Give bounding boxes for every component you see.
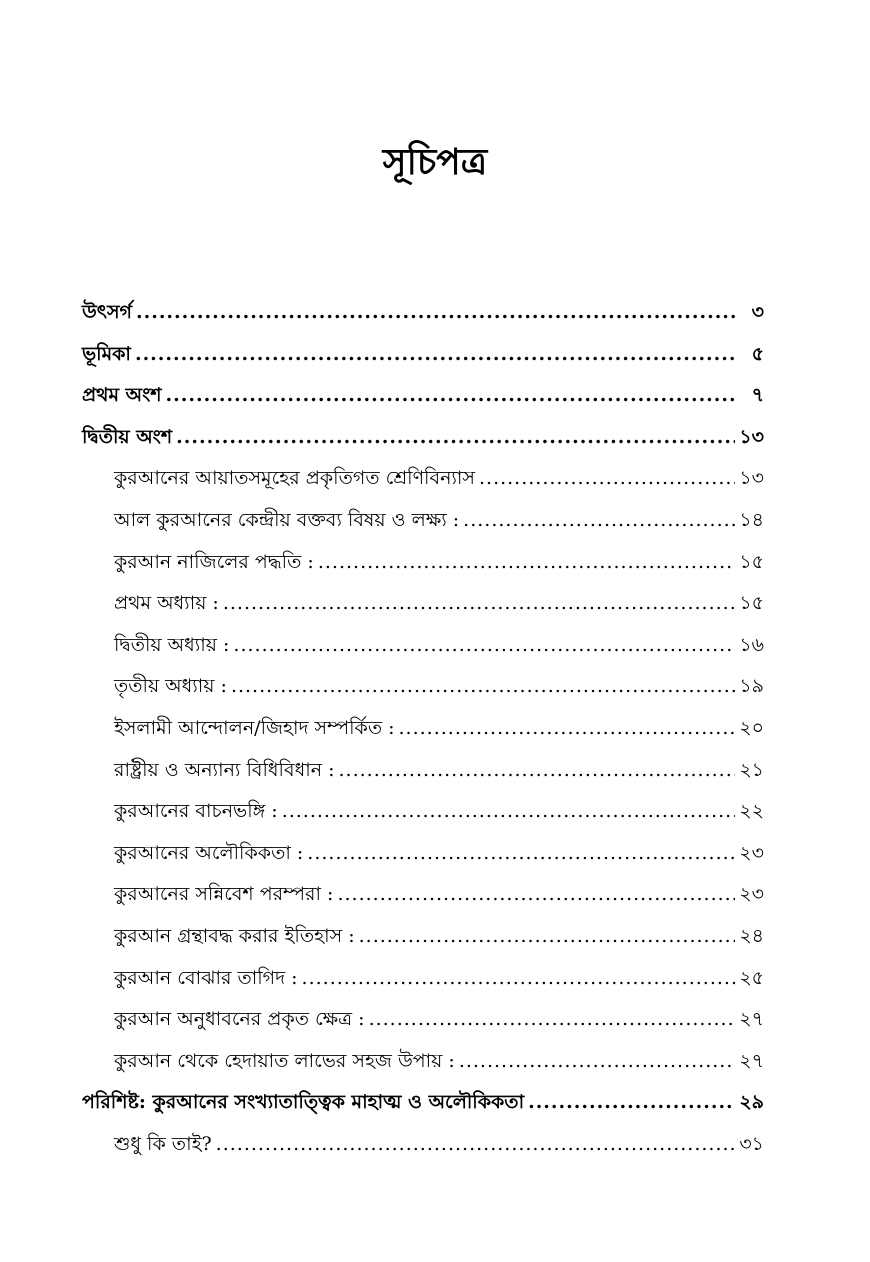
toc-dot-leader bbox=[339, 750, 736, 792]
toc-entry-title: প্রথম অধ্যায় : bbox=[114, 592, 219, 615]
toc-dot-leader bbox=[166, 375, 736, 417]
toc-entry-page: ৫ bbox=[751, 342, 764, 365]
toc-entry[interactable] bbox=[82, 375, 764, 417]
toc-entry[interactable] bbox=[82, 417, 764, 459]
toc-dot-leader bbox=[463, 500, 735, 542]
toc-entry[interactable] bbox=[82, 583, 764, 625]
toc-dot-leader bbox=[359, 916, 736, 958]
toc-entry-page: ২৫ bbox=[739, 966, 764, 989]
toc-entry-title: কুরআন অনুধাবনের প্রকৃত ক্ষেত্র : bbox=[114, 1008, 365, 1031]
toc-entry[interactable] bbox=[82, 500, 764, 542]
toc-entry-title: তৃতীয় অধ্যায় : bbox=[114, 675, 227, 698]
toc-dot-leader bbox=[479, 458, 735, 500]
toc-entry[interactable] bbox=[82, 708, 764, 750]
toc-entry-title: কুরআনের সন্নিবেশ পরম্পরা : bbox=[114, 883, 334, 906]
toc-entry[interactable] bbox=[82, 625, 764, 667]
toc-entry-title: কুরআনের অলৌকিকতা : bbox=[114, 841, 304, 864]
toc-dot-leader bbox=[302, 958, 736, 1000]
toc-entry[interactable] bbox=[82, 999, 764, 1041]
toc-dot-leader bbox=[135, 334, 736, 376]
toc-entry-title: আল কুরআনের কেন্দ্রীয় বক্তব্য বিষয় ও লক্ষ্য : bbox=[114, 508, 460, 531]
toc-dot-leader bbox=[282, 791, 736, 833]
toc-entry-title: পরিশিষ্ট: কুরআনের সংখ্যাতাত্ত্বিক মাহাত্ম ও অলৌকিকতা bbox=[82, 1091, 525, 1114]
toc-entry-page: ২২ bbox=[739, 800, 764, 823]
toc-entry[interactable] bbox=[82, 458, 764, 500]
toc-entry-title: রাষ্ট্রীয় ও অন্যান্য বিধিবিধান : bbox=[114, 758, 335, 781]
toc-entry-page: ১৩ bbox=[739, 467, 764, 490]
toc-entry-page: ১৯ bbox=[739, 675, 764, 698]
toc-dot-leader bbox=[231, 666, 735, 708]
toc-entry-page: ২৪ bbox=[739, 924, 764, 947]
toc-entry[interactable] bbox=[82, 666, 764, 708]
toc-entry-title: কুরআনের আয়াতসমূহের প্রকৃতিগত শ্রেণিবিন্যাস bbox=[114, 467, 475, 490]
toc-dot-leader bbox=[318, 542, 736, 584]
toc-entry[interactable] bbox=[82, 1041, 764, 1083]
toc-entry-page: ২৩ bbox=[739, 841, 764, 864]
toc-dot-leader bbox=[136, 292, 736, 334]
toc-entry-page: ১৩ bbox=[739, 425, 764, 448]
toc-entry-page: ৭ bbox=[751, 384, 764, 407]
toc-entry-page: ১৫ bbox=[739, 592, 764, 615]
toc-entry-page: ৩ bbox=[751, 301, 764, 323]
toc-entry[interactable] bbox=[82, 1124, 764, 1166]
toc-entry[interactable] bbox=[82, 542, 764, 584]
toc-entry-page: ২৭ bbox=[739, 1049, 764, 1072]
toc-entry-page: ২৩ bbox=[739, 883, 764, 906]
toc-entry-page: ১৬ bbox=[739, 633, 764, 656]
toc-entry-page: ২৯ bbox=[739, 1091, 764, 1114]
toc-entry[interactable] bbox=[82, 292, 764, 334]
toc-entry-page: ২০ bbox=[739, 716, 764, 739]
toc-entry[interactable] bbox=[82, 874, 764, 916]
toc-dot-leader bbox=[369, 999, 736, 1041]
toc-entry-title: কুরআন বোঝার তাগিদ : bbox=[114, 966, 298, 989]
toc-entry-title: ভূমিকা bbox=[82, 342, 131, 365]
toc-entry-title: দ্বিতীয় অধ্যায় : bbox=[114, 633, 230, 656]
toc-dot-leader bbox=[459, 1041, 735, 1083]
toc-entry[interactable] bbox=[82, 1082, 764, 1124]
toc-entry-title: ইসলামী আন্দোলন/জিহাদ সম্পর্কিত : bbox=[114, 716, 395, 739]
toc-entry-title: কুরআনের বাচনভঙ্গি : bbox=[114, 800, 278, 823]
toc-entry[interactable] bbox=[82, 334, 764, 376]
toc-entry[interactable] bbox=[82, 791, 764, 833]
toc-entry-page: ৩১ bbox=[739, 1132, 764, 1155]
toc-dot-leader bbox=[216, 1124, 736, 1166]
toc-entry-page: ১৪ bbox=[739, 508, 764, 531]
toc-entry-page: ১৫ bbox=[739, 550, 764, 573]
toc-dot-leader bbox=[399, 708, 736, 750]
toc-entry-title: শুধু কি তাই? bbox=[114, 1132, 212, 1155]
toc-dot-leader bbox=[233, 625, 735, 667]
toc-entry[interactable] bbox=[82, 833, 764, 875]
toc-dot-leader bbox=[307, 833, 735, 875]
toc-dot-leader bbox=[528, 1082, 735, 1124]
toc-entry-title: কুরআন গ্রন্থাবদ্ধ করার ইতিহাস : bbox=[114, 924, 355, 947]
toc-entry-page: ২১ bbox=[739, 758, 764, 781]
toc-dot-leader bbox=[337, 874, 735, 916]
toc-entry-title: কুরআন নাজিলের পদ্ধতি : bbox=[114, 550, 314, 573]
toc-entry-title: প্রথম অংশ bbox=[82, 384, 162, 407]
page-title: সূচিপত্র bbox=[382, 141, 488, 183]
toc-dot-leader bbox=[176, 417, 735, 459]
table-of-contents bbox=[82, 292, 764, 1165]
toc-entry-title: দ্বিতীয় অংশ bbox=[82, 425, 173, 448]
toc-entry[interactable] bbox=[82, 916, 764, 958]
toc-entry-title: কুরআন থেকে হেদায়াত লাভের সহজ উপায় : bbox=[114, 1049, 455, 1072]
toc-dot-leader bbox=[223, 583, 735, 625]
toc-entry-page: ২৭ bbox=[739, 1008, 764, 1031]
toc-entry[interactable] bbox=[82, 958, 764, 1000]
toc-entry[interactable] bbox=[82, 750, 764, 792]
toc-entry-title: উৎসর্গ bbox=[82, 301, 132, 323]
